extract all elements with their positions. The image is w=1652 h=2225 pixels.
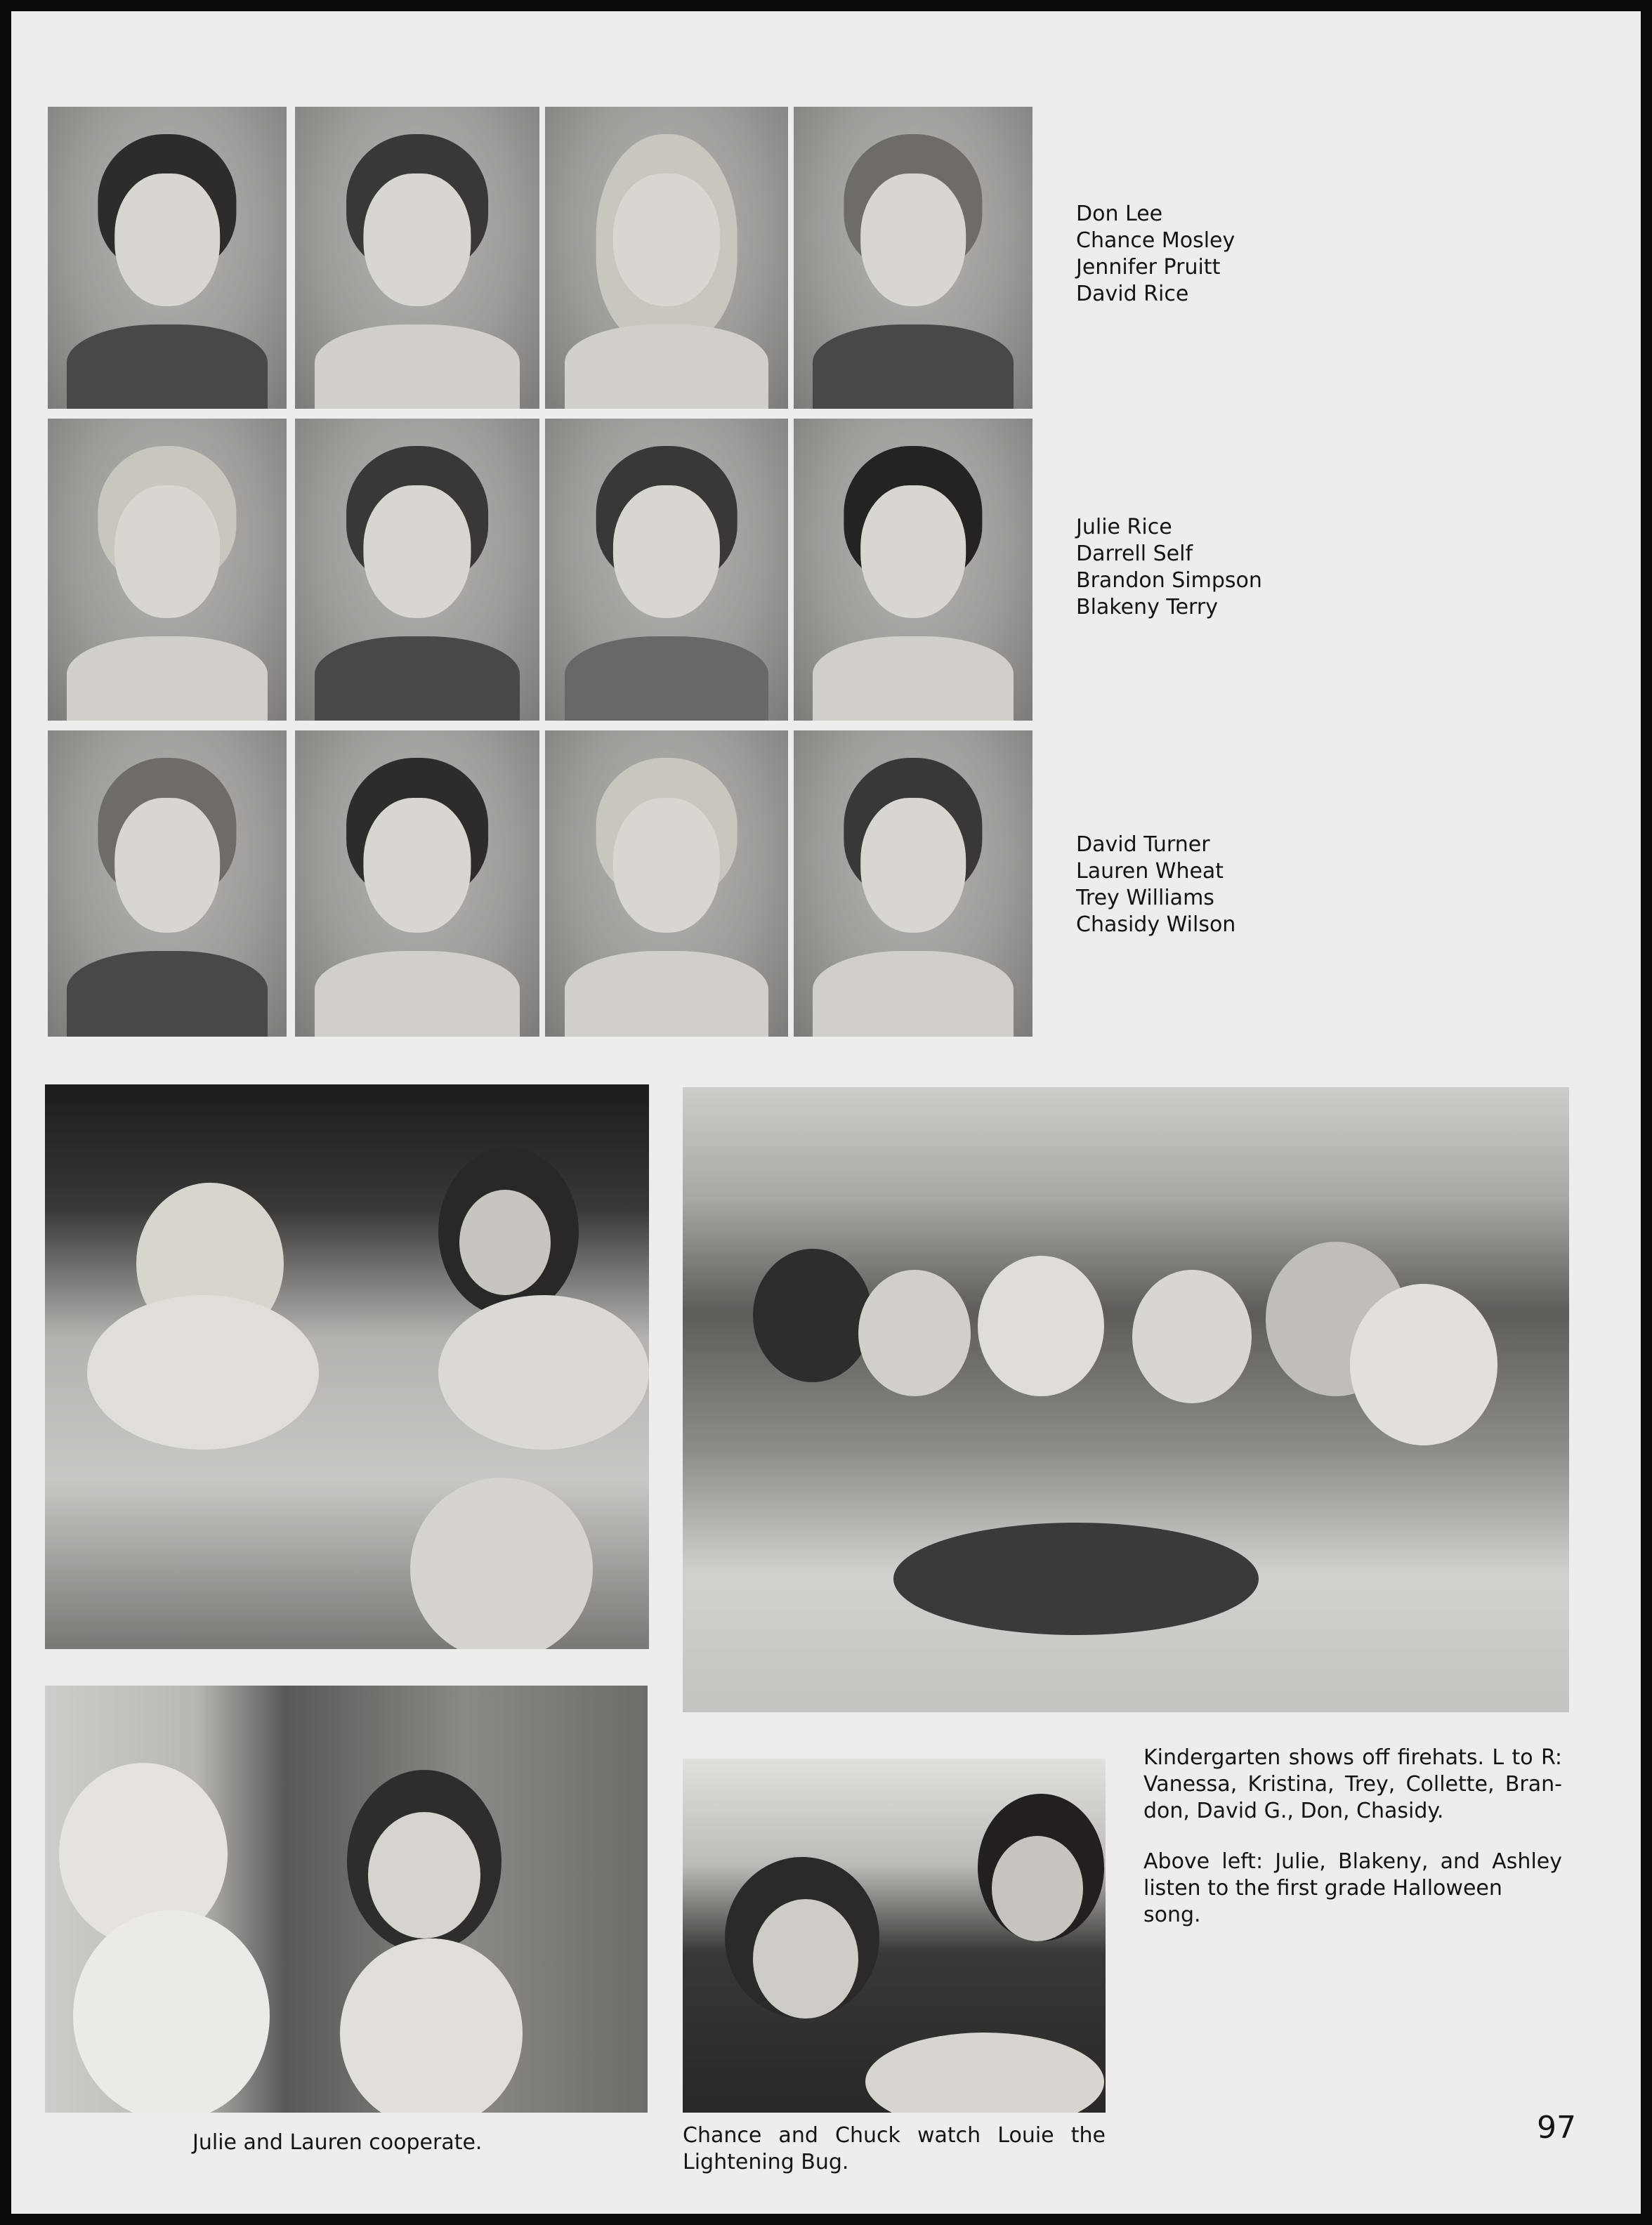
name-david-turner: David Turner (1076, 832, 1210, 857)
caption-firehats (1143, 1745, 1562, 1825)
name-darrell-self: Darrell Self (1076, 542, 1193, 566)
caption-lightening-bug (683, 2122, 1106, 2176)
caption-halloween-song (1143, 1849, 1562, 1929)
name-julie-rice: Julie Rice (1076, 515, 1172, 539)
name-david-rice: David Rice (1076, 282, 1189, 306)
caption-lightening-bug-line-1: Chance and Chuck watch Louie the (683, 2123, 1106, 2148)
caption-lightening-bug-line-2: Lightening Bug. (683, 2150, 849, 2174)
portrait-trey-williams (545, 730, 788, 1037)
name-trey-williams: Trey Williams (1076, 886, 1214, 910)
photo-kindergarten-firehats (683, 1087, 1569, 1712)
portrait-darrell-self (295, 419, 539, 721)
caption-julie-lauren: Julie and Lauren cooperate. (192, 2130, 483, 2155)
name-chasidy-wilson: Chasidy Wilson (1076, 912, 1236, 937)
name-brandon-simpson: Brandon Simpson (1076, 568, 1262, 593)
portrait-brandon-simpson (545, 419, 788, 721)
name-blakeny-terry: Blakeny Terry (1076, 595, 1218, 619)
name-list-row-1 (1076, 201, 1235, 308)
photo-halloween-song (45, 1084, 649, 1649)
portrait-chance-mosley (295, 107, 539, 409)
page-number: 97 (1537, 2110, 1576, 2146)
caption-firehats-line-3: don, David G., Don, Chasidy. (1143, 1799, 1444, 1823)
name-don-lee: Don Lee (1076, 202, 1163, 226)
caption-halloween-line-1: Above left: Julie, Blakeny, and Ashley (1143, 1849, 1562, 1874)
caption-firehats-line-1: Kindergarten shows off firehats. L to R: (1143, 1745, 1562, 1770)
portrait-blakeny-terry (794, 419, 1032, 721)
portrait-lauren-wheat (295, 730, 539, 1037)
caption-halloween-line-2: listen to the first grade Halloween song. (1143, 1876, 1502, 1927)
name-list-row-2 (1076, 514, 1262, 621)
portrait-david-turner (48, 730, 287, 1037)
photo-lightening-bug (683, 1759, 1106, 2113)
name-list-row-3 (1076, 832, 1235, 938)
yearbook-page (11, 11, 1641, 2214)
photo-julie-lauren-cooperate (45, 1686, 648, 2113)
portrait-chasidy-wilson (794, 730, 1032, 1037)
portrait-david-rice (794, 107, 1032, 409)
portrait-julie-rice (48, 419, 287, 721)
name-jennifer-pruitt: Jennifer Pruitt (1076, 255, 1221, 280)
portrait-jennifer-pruitt (545, 107, 788, 409)
caption-firehats-line-2: Vanessa, Kristina, Trey, Collette, Bran- (1143, 1772, 1562, 1797)
name-chance-mosley: Chance Mosley (1076, 228, 1235, 253)
name-lauren-wheat: Lauren Wheat (1076, 859, 1224, 884)
portrait-don-lee (48, 107, 287, 409)
